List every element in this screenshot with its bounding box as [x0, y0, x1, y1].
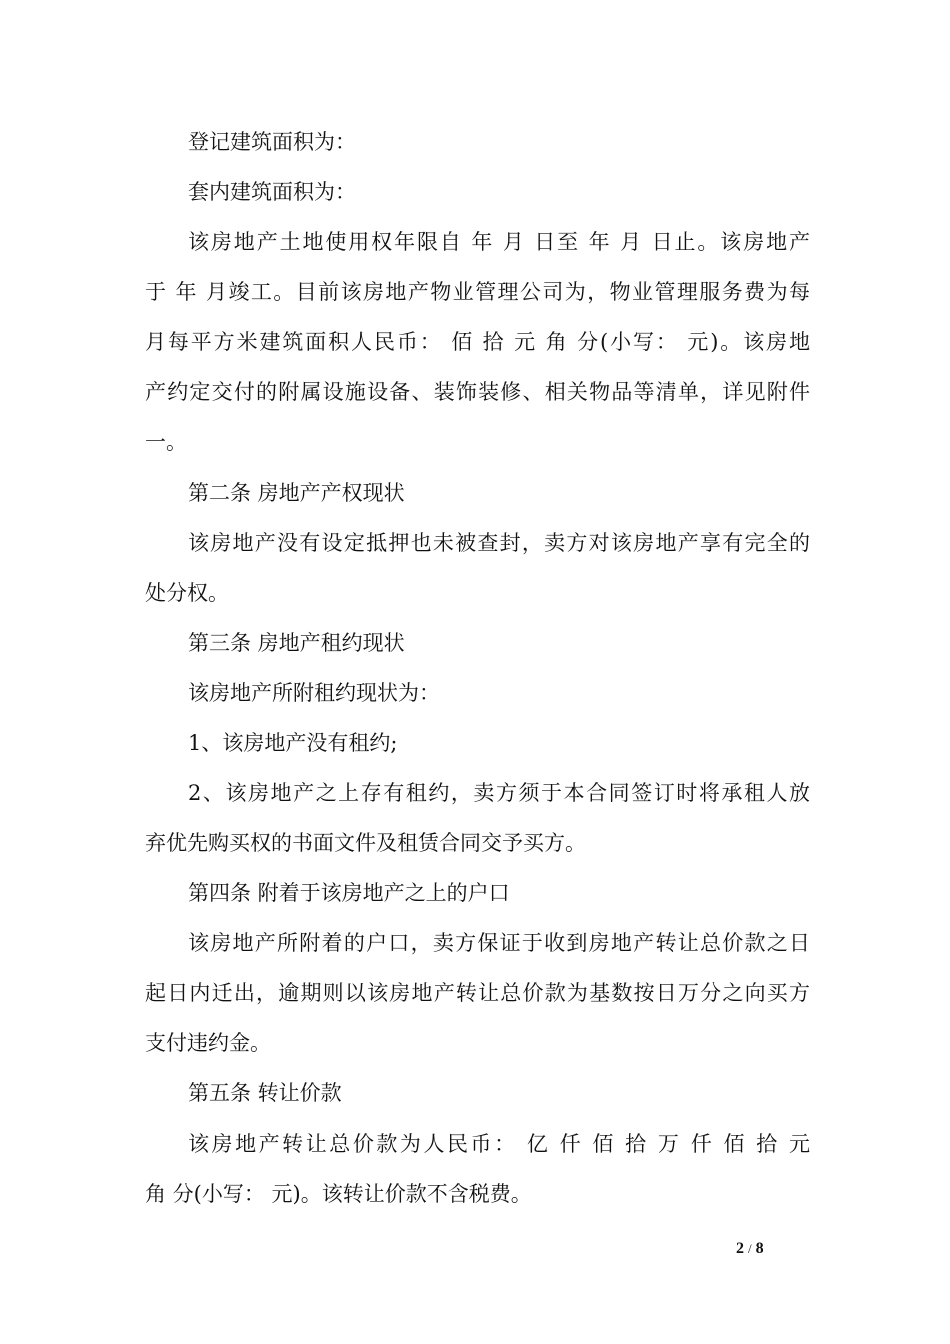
text-line: 该房地产所附租约现状为：: [188, 681, 440, 705]
text-line: 产约定交付的附属设施设备、装饰装修、相关物品等清单，详见附件: [145, 380, 810, 404]
text-line: 月每平方米建筑面积人民币： 佰 拾 元 角 分(小写： 元)。该房地: [145, 330, 810, 354]
text-line: 起日内迁出，逾期则以该房地产转让总价款为基数按日万分之向买方: [145, 981, 810, 1005]
page-total: 8: [755, 1240, 764, 1257]
text-line: 处分权。: [145, 581, 229, 605]
text-line: 于 年 月竣工。目前该房地产物业管理公司为，物业管理服务费为每: [145, 280, 810, 304]
section-heading: 第四条 附着于该房地产之上的户口: [188, 881, 510, 905]
text-line: 套内建筑面积为：: [188, 180, 356, 204]
page-separator: /: [748, 1241, 752, 1256]
text-line: 该房地产土地使用权年限自 年 月 日至 年 月 日止。该房地产: [188, 230, 810, 254]
text-line: 该房地产转让总价款为人民币： 亿 仟 佰 拾 万 仟 佰 拾 元: [188, 1132, 810, 1156]
section-heading: 第三条 房地产租约现状: [188, 631, 405, 655]
list-item: 2、该房地产之上存有租约，卖方须于本合同签订时将承租人放: [188, 781, 810, 805]
text-line: 弃优先购买权的书面文件及租赁合同交予买方。: [145, 831, 586, 855]
text-line: 一。: [145, 430, 187, 454]
page-current: 2: [736, 1240, 744, 1257]
section-heading: 第二条 房地产产权现状: [188, 481, 405, 505]
text-line: 登记建筑面积为：: [188, 130, 356, 154]
list-item: 1、该房地产没有租约;: [188, 731, 398, 755]
page-number: [736, 1240, 796, 1258]
section-heading: 第五条 转让价款: [188, 1081, 342, 1105]
text-line: 支付违约金。: [145, 1031, 271, 1055]
text-line: 该房地产没有设定抵押也未被查封，卖方对该房地产享有完全的: [188, 531, 810, 555]
text-line: 该房地产所附着的户口，卖方保证于收到房地产转让总价款之日: [188, 931, 810, 955]
text-line: 角 分(小写： 元)。该转让价款不含税费。: [145, 1182, 532, 1206]
